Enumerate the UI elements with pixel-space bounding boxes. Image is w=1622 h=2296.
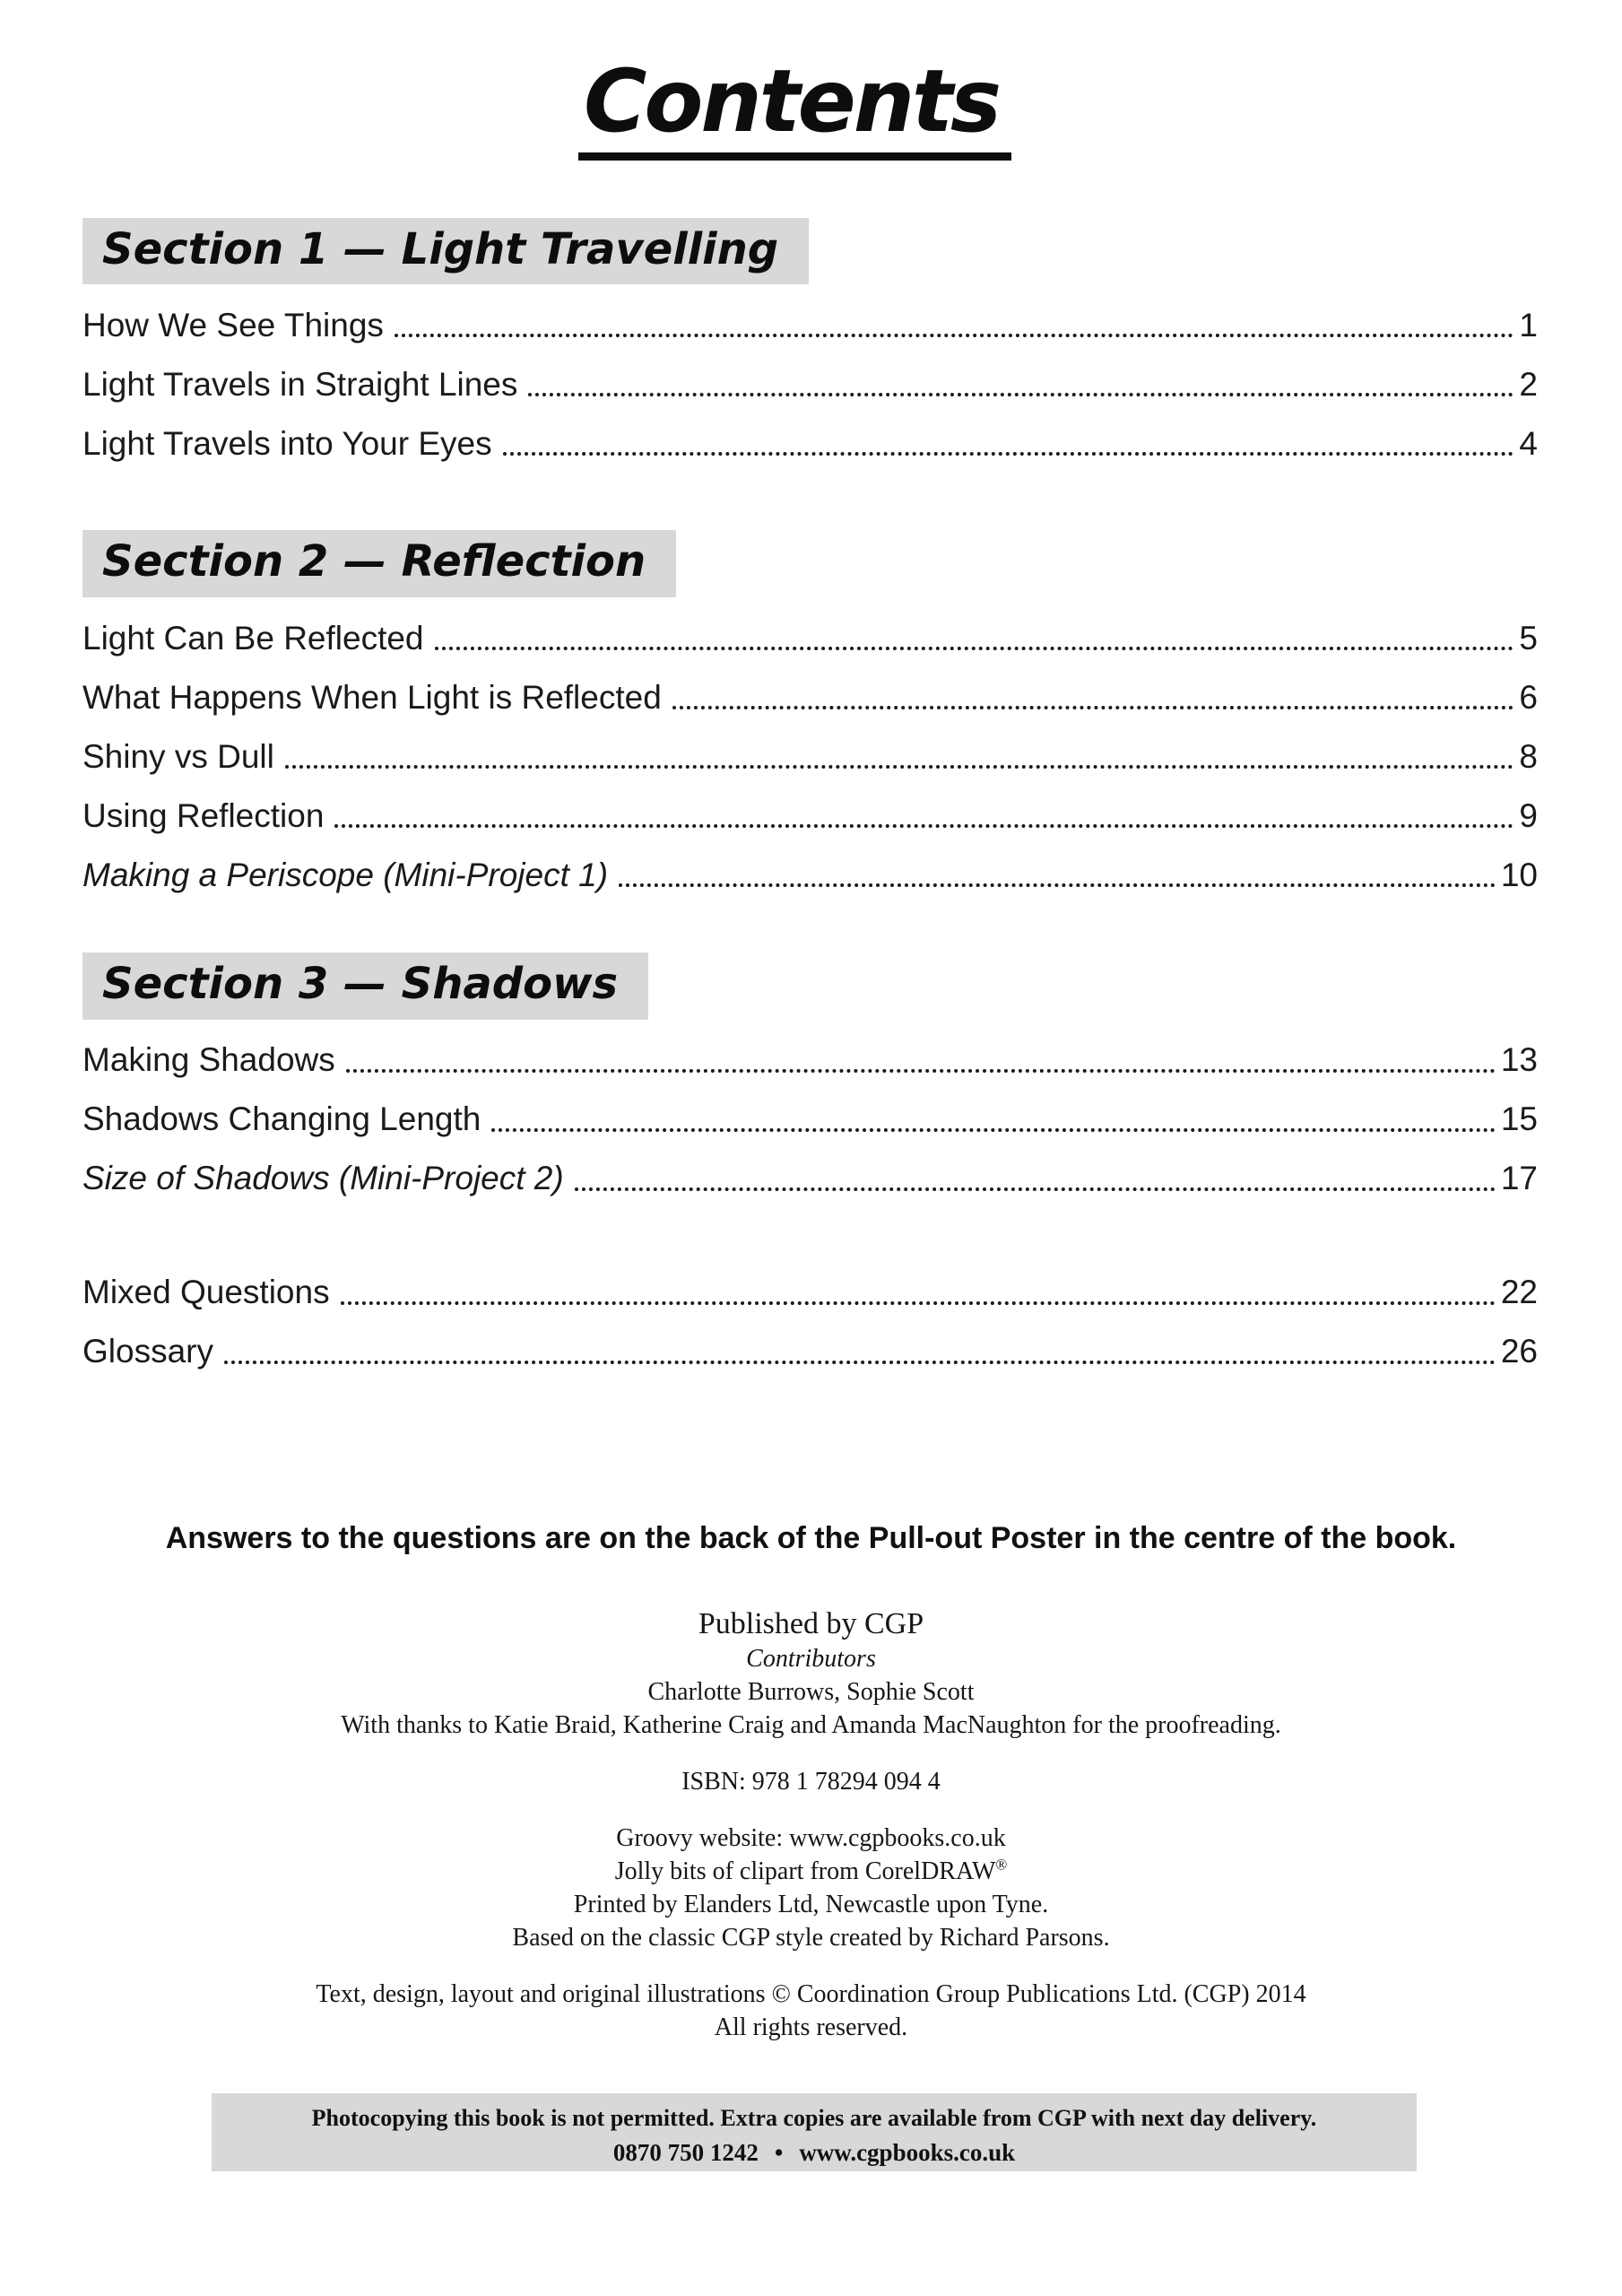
toc-entry-label: Light Can Be Reflected bbox=[82, 619, 424, 657]
copyright-line: Text, design, layout and original illustrations © Coordination Group Publications Ltd. (CGP) 2014 bbox=[316, 1980, 1306, 2009]
contributors-names: Charlotte Burrows, Sophie Scott bbox=[647, 1678, 975, 1707]
publisher-block bbox=[0, 1606, 1622, 2044]
toc-entry-label: Size of Shadows (Mini-Project 2) bbox=[82, 1160, 564, 1197]
separator-dot: • bbox=[774, 2139, 784, 2166]
contact-line bbox=[212, 2139, 1417, 2167]
toc-entry bbox=[82, 1161, 1538, 1197]
thanks-line: With thanks to Katie Braid, Katherine Craig and Amanda MacNaughton for the proofreading. bbox=[341, 1711, 1281, 1740]
toc-page-number: 1 bbox=[1519, 306, 1538, 344]
toc-entry-label: Glossary bbox=[82, 1333, 213, 1370]
toc-page-number: 2 bbox=[1519, 365, 1538, 403]
toc-page-number: 9 bbox=[1519, 796, 1538, 834]
section-heading: Section 3 — Shadows bbox=[82, 952, 648, 1020]
toc-page-number: 10 bbox=[1500, 856, 1538, 893]
website-line: Groovy website: www.cgpbooks.co.uk bbox=[616, 1824, 1006, 1853]
leader-dots bbox=[491, 1128, 1496, 1132]
toc-entry bbox=[82, 366, 1538, 403]
toc-entry-label: Using Reflection bbox=[82, 796, 325, 834]
toc-page-number: 5 bbox=[1519, 619, 1538, 657]
toc-entry bbox=[82, 1334, 1538, 1370]
section-heading: Section 2 — Reflection bbox=[82, 530, 676, 597]
photocopy-notice: Photocopying this book is not permitted. Extra copies are available from CGP with next day delivery. bbox=[311, 2105, 1317, 2131]
toc-entry bbox=[82, 738, 1538, 775]
rights-line: All rights reserved. bbox=[714, 2013, 908, 2042]
leader-dots bbox=[224, 1361, 1496, 1364]
leader-dots bbox=[395, 334, 1514, 337]
leader-dots bbox=[341, 1301, 1496, 1305]
leader-dots bbox=[285, 765, 1514, 769]
toc-page-number: 8 bbox=[1519, 737, 1538, 775]
published-by: Published by CGP bbox=[698, 1607, 924, 1641]
toc-entry bbox=[82, 425, 1538, 462]
toc-page-number: 4 bbox=[1519, 424, 1538, 462]
printed-line: Printed by Elanders Ltd, Newcastle upon Tyne. bbox=[573, 1891, 1049, 1919]
toc-entry-label: Making Shadows bbox=[82, 1041, 335, 1079]
photocopy-notice-bar bbox=[212, 2093, 1417, 2171]
leader-dots bbox=[575, 1187, 1496, 1191]
leader-dots bbox=[619, 883, 1496, 887]
toc-entry bbox=[82, 1042, 1538, 1079]
leader-dots bbox=[346, 1069, 1496, 1073]
leader-dots bbox=[435, 647, 1514, 650]
title-wrap bbox=[0, 51, 1622, 161]
toc-entry bbox=[82, 857, 1538, 893]
toc-entry-label: Light Travels into Your Eyes bbox=[82, 424, 492, 462]
based-on-line: Based on the classic CGP style created by Richard Parsons. bbox=[512, 1924, 1110, 1952]
toc-entry bbox=[82, 1101, 1538, 1138]
toc-entry bbox=[82, 1274, 1538, 1311]
phone-number: 0870 750 1242 bbox=[612, 2139, 759, 2166]
leader-dots bbox=[672, 706, 1514, 709]
toc-page-number: 15 bbox=[1500, 1100, 1538, 1138]
toc-entry bbox=[82, 797, 1538, 834]
footer-website: www.cgpbooks.co.uk bbox=[799, 2139, 1016, 2166]
table-of-contents bbox=[82, 161, 1538, 1370]
toc-entry-label: What Happens When Light is Reflected bbox=[82, 678, 662, 716]
toc-entry-label: How We See Things bbox=[82, 306, 384, 344]
isbn-line: ISBN: 978 1 78294 094 4 bbox=[681, 1768, 941, 1796]
clipart-line bbox=[0, 1855, 1622, 1888]
leader-dots bbox=[503, 452, 1514, 456]
registered-mark: ® bbox=[995, 1856, 1008, 1874]
toc-entry bbox=[82, 679, 1538, 716]
toc-page-number: 13 bbox=[1500, 1041, 1538, 1079]
answers-note: Answers to the questions are on the back of the Pull-out Poster in the centre of the book. bbox=[165, 1521, 1457, 1556]
contributors-heading: Contributors bbox=[746, 1645, 876, 1674]
leader-dots bbox=[334, 824, 1514, 828]
toc-entry bbox=[82, 620, 1538, 657]
toc-page-number: 26 bbox=[1500, 1333, 1538, 1370]
toc-page-number: 17 bbox=[1500, 1160, 1538, 1197]
toc-entry-label: Light Travels in Straight Lines bbox=[82, 365, 518, 403]
toc-entry-label: Shadows Changing Length bbox=[82, 1100, 481, 1138]
section-heading: Section 1 — Light Travelling bbox=[82, 218, 809, 285]
toc-entry-label: Shiny vs Dull bbox=[82, 737, 274, 775]
toc-page-number: 6 bbox=[1519, 678, 1538, 716]
toc-entry-label: Mixed Questions bbox=[82, 1274, 330, 1311]
toc-entry-label: Making a Periscope (Mini-Project 1) bbox=[82, 856, 609, 893]
toc-page-number: 22 bbox=[1500, 1274, 1538, 1311]
page-title: Contents bbox=[578, 56, 1011, 161]
toc-entry bbox=[82, 307, 1538, 344]
leader-dots bbox=[528, 393, 1514, 396]
clipart-text: Jolly bits of clipart from CorelDRAW bbox=[614, 1857, 996, 1886]
